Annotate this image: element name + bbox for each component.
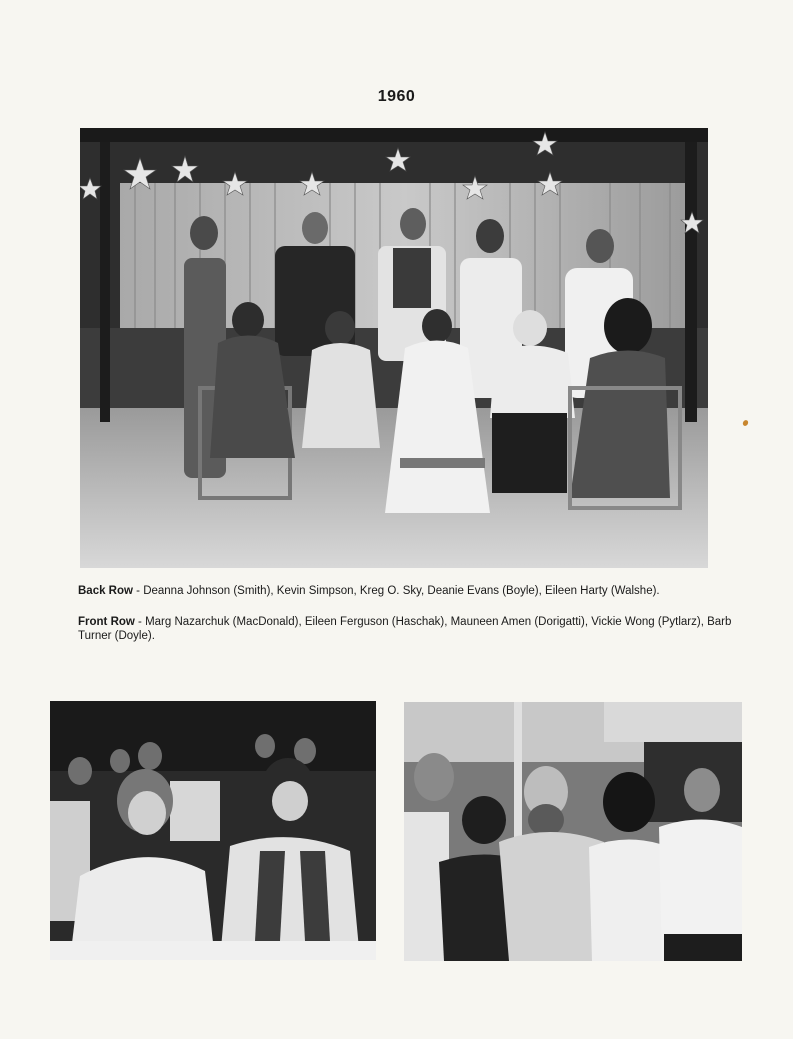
front-row-caption: [78, 615, 742, 643]
back-row-caption: [78, 584, 742, 598]
back-row-label: Back Row: [78, 585, 133, 597]
page-year-heading: 1960: [377, 88, 416, 105]
paper-speck: [742, 419, 749, 427]
group-photo: [80, 128, 708, 568]
front-row-names: - Marg Nazarchuk (MacDonald), Eileen Ferguson (Haschak), Mauneen Amen (Dorigatti), Vickie Wong (Pytlarz), Barb Turner (Doyle).: [78, 616, 732, 642]
candid-photo-right: [404, 702, 742, 961]
back-row-names: - Deanna Johnson (Smith), Kevin Simpson, Kreg O. Sky, Deanie Evans (Boyle), Eileen Harty (Walshe).: [132, 585, 660, 597]
candid-photo-left: [50, 701, 376, 960]
front-row-label: Front Row: [78, 616, 135, 628]
